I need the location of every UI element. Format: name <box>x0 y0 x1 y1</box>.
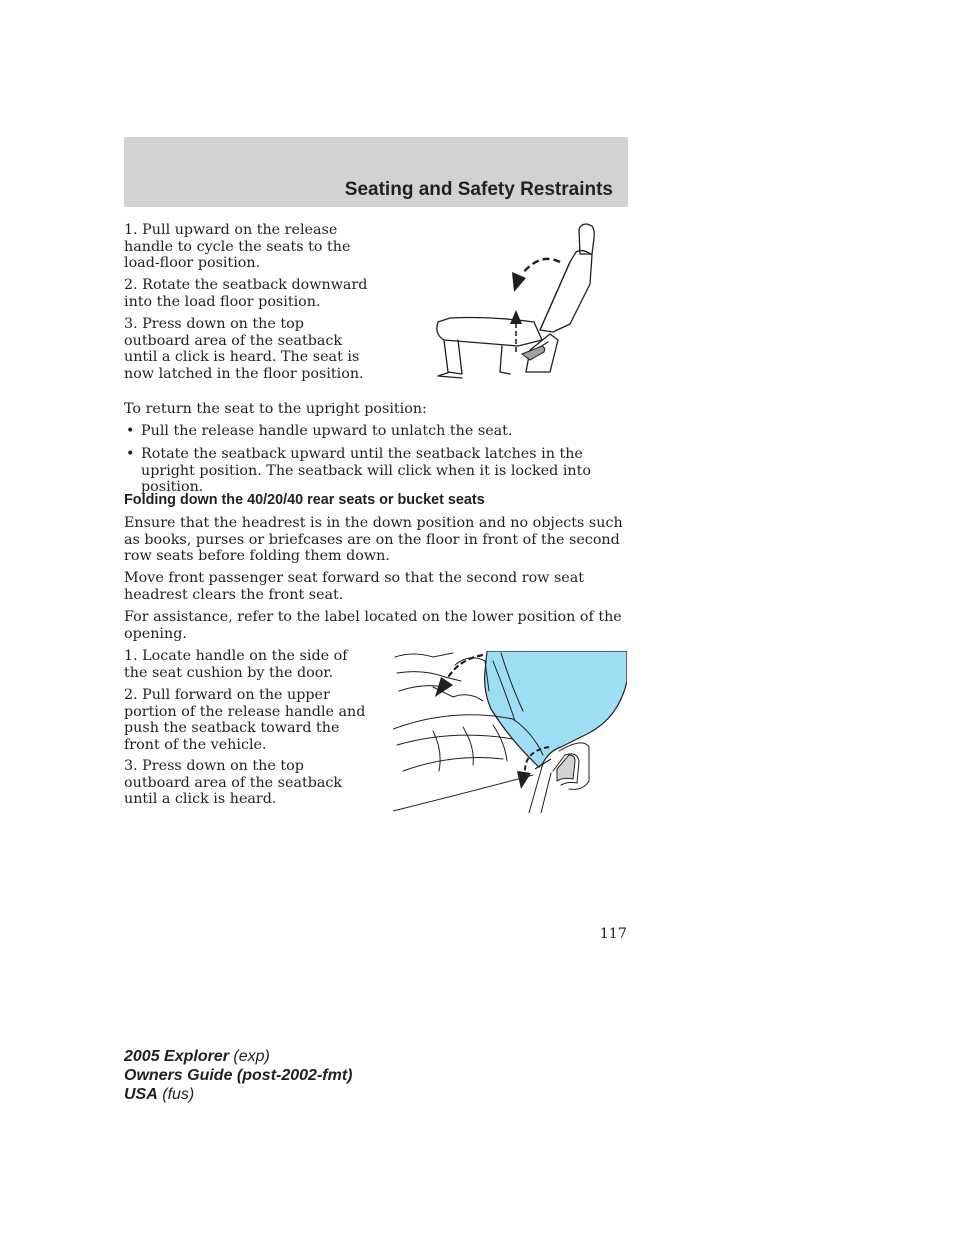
paragraph-assistance: For assistance, refer to the label located on the lower position of the opening. <box>124 609 622 642</box>
step-2-text: 2. Rotate the seatback downward into the load floor position. <box>124 277 368 310</box>
bullet-icon: • <box>126 446 135 462</box>
fold-step-2-text: 2. Pull forward on the upper portion of the release handle and push the seatback toward the front of the vehicle. <box>124 687 366 753</box>
footer-line-guide: Owners Guide (post-2002-fmt) <box>124 1067 353 1084</box>
footer-line-model: 2005 Explorer (exp) <box>124 1048 270 1065</box>
document-footer <box>124 1047 352 1104</box>
page-number: 117 <box>599 926 627 942</box>
step-1-text: 1. Pull upward on the release handle to cycle the seats to the load-floor position. <box>124 222 351 272</box>
bullet-icon: • <box>126 423 135 439</box>
section-header-band <box>124 137 628 207</box>
fold-step-3-text: 3. Press down on the top outboard area of the seatback until a click is heard. <box>124 758 343 808</box>
list-item: • Pull the release handle upward to unlatch the seat. <box>126 423 513 439</box>
footer-line-market: USA (fus) <box>124 1086 195 1103</box>
fold-step-1-text: 1. Locate handle on the side of the seat cushion by the door. <box>124 648 348 681</box>
step-3-text: 3. Press down on the top outboard area of the seatback until a click is heard. The seat is now latched in the floor position. <box>124 316 364 382</box>
section-heading: Folding down the 40/20/40 rear seats or bucket seats <box>124 492 485 508</box>
bucket-seat-illustration <box>393 651 627 813</box>
section-title: Seating and Safety Restraints <box>344 179 613 200</box>
paragraph-front-seat: Move front passenger seat forward so that the second row seat headrest clears the front seat. <box>124 570 585 603</box>
seat-fold-illustration <box>430 222 610 382</box>
return-intro-text: To return the seat to the upright position: <box>124 401 427 417</box>
paragraph-headrest: Ensure that the headrest is in the down position and no objects such as books, purses or briefcases are on the floor in front of the second row seats before folding them down. <box>124 515 623 565</box>
list-item: • Rotate the seatback upward until the seatback latches in the upright position. The seatback will click when it is locked into position. <box>126 446 591 496</box>
